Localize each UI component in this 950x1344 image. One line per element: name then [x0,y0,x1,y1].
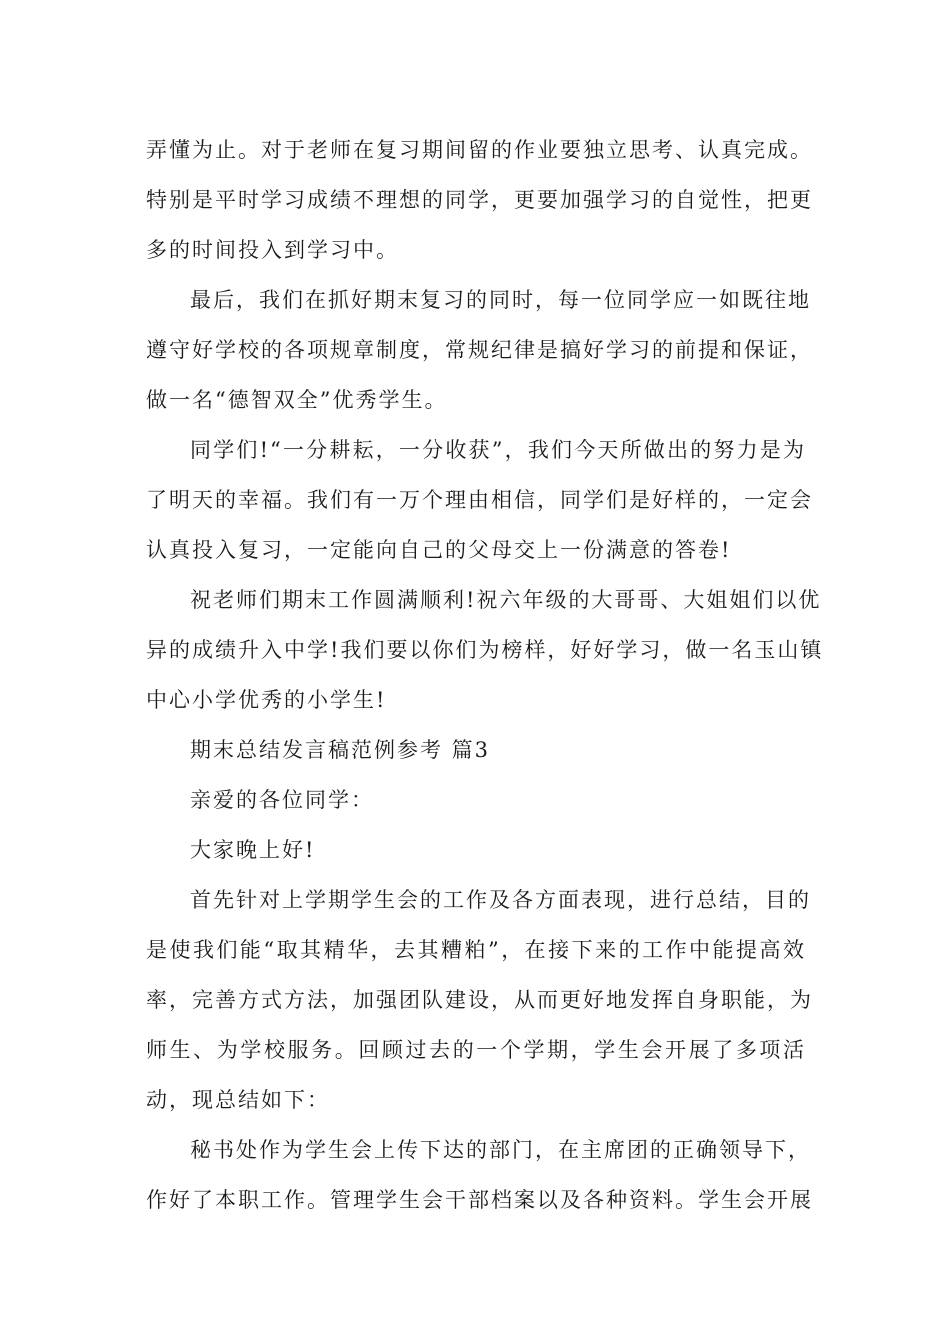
text-line: 异的成绩升入中学!我们要以你们为榜样，好好学习，做一名玉山镇 [146,638,824,662]
paragraph-first-line: 首先针对上学期学生会的工作及各方面表现，进行总结，目的 [190,888,811,912]
paragraph-first-line: 秘书处作为学生会上传下达的部门，在主席团的正确领导下， [190,1138,811,1162]
text-line: 做一名“德智双全”优秀学生。 [146,388,448,412]
section-heading: 期末总结发言稿范例参考 篇3 [190,738,491,762]
text-line: 弄懂为止。对于老师在复习期间留的作业要独立思考、认真完成。 [146,138,813,162]
text-line: 多的时间投入到学习中。 [146,238,399,262]
text-line: 作好了本职工作。管理学生会干部档案以及各种资料。学生会开展 [146,1188,813,1212]
text-line: 是使我们能“取其精华，去其糟粕”，在接下来的工作中能提高效 [146,938,806,962]
paragraph-first-line: 祝老师们期末工作圆满顺利!祝六年级的大哥哥、大姐姐们以优 [190,588,822,612]
text-line: 遵守好学校的各项规章制度，常规纪律是搞好学习的前提和保证， [146,338,813,362]
text-line: 率，完善方式方法，加强团队建设，从而更好地发挥自身职能，为 [146,988,813,1012]
text-line: 中心小学优秀的小学生! [146,688,387,712]
text-line: 特别是平时学习成绩不理想的同学，更要加强学习的自觉性，把更 [146,188,813,212]
salutation: 亲爱的各位同学： [190,788,374,812]
text-line: 认真投入复习，一定能向自己的父母交上一份满意的答卷! [146,538,732,562]
text-line: 动，现总结如下： [146,1088,330,1112]
text-line: 师生、为学校服务。回顾过去的一个学期，学生会开展了多项活 [146,1038,806,1062]
paragraph-first-line: 同学们!“一分耕耘，一分收获”，我们今天所做出的努力是为 [190,438,806,462]
paragraph-first-line: 最后，我们在抓好期末复习的同时，每一位同学应一如既往地 [190,288,811,312]
greeting: 大家晚上好! [190,838,316,862]
text-line: 了明天的幸福。我们有一万个理由相信，同学们是好样的，一定会 [146,488,813,512]
